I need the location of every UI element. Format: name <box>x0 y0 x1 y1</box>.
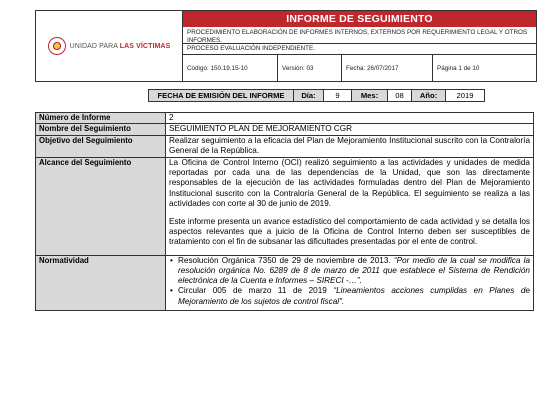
day-value: 9 <box>324 90 352 101</box>
normatividad-list <box>169 256 530 307</box>
alcance-label: Alcance del Seguimiento <box>36 157 166 255</box>
normatividad-value <box>166 255 534 310</box>
nombre-value: SEGUIMIENTO PLAN DE MEJORAMIENTO CGR <box>166 124 534 135</box>
numero-value: 2 <box>166 113 534 124</box>
header-info <box>183 11 536 81</box>
list-item <box>178 256 530 287</box>
table-row <box>36 135 534 157</box>
list-item <box>178 286 530 306</box>
page-cell: Página 1 de 10 <box>437 64 480 72</box>
objetivo-label: Objetivo del Seguimiento <box>36 135 166 157</box>
version-cell: Versión: 03 <box>278 55 342 81</box>
nombre-label: Nombre del Seguimiento <box>36 124 166 135</box>
code-cell: Código: 150.19.15-10 <box>183 55 278 81</box>
logo-text <box>70 43 171 50</box>
emission-label: FECHA DE EMISIÓN DEL INFORME <box>149 90 294 101</box>
normatividad-label: Normatividad <box>36 255 166 310</box>
year-value: 2019 <box>456 91 474 100</box>
month-value: 08 <box>388 90 412 101</box>
process-text: PROCESO EVALUACIÓN INDEPENDIENTE. <box>183 44 536 55</box>
table-row <box>36 157 534 255</box>
month-label: Mes: <box>352 90 388 101</box>
numero-label: Número de Informe <box>36 113 166 124</box>
table-row <box>36 124 534 135</box>
norm-1-text: Resolución Orgánica 7350 de 29 de noviembre de 2013. <box>178 255 394 265</box>
report-table <box>35 112 534 311</box>
coat-of-arms-icon <box>48 37 66 55</box>
norm-1-quote: “Por medio de la cual se modifica la resolución orgánica No. 6289 de 8 de marzo de 2011 que establece el Sistema de Rendición electrónica de la Cuenta e Informes – SIRECI -…”. <box>178 255 531 286</box>
report-title: INFORME DE SEGUIMIENTO <box>183 11 536 27</box>
objetivo-value: Realizar seguimiento a la eficacia del Plan de Mejoramiento Institucional suscrito con la Contraloría General de la República. <box>166 135 534 157</box>
logo-prefix: UNIDAD PARA <box>69 42 120 50</box>
emission-date-row <box>148 89 485 102</box>
alcance-paragraph-2: Este informe presenta un avance estadístico del comportamiento de cada actividad y se detalla los aspectos relevantes que a juicio de la Oficina de Control Interno deben ser susceptibles de tratamiento con el fin de subsanar las dificultades presentadas por el ente de control. <box>169 216 530 247</box>
logo-bold: LAS VÍCTIMAS <box>119 42 171 50</box>
norm-2-quote: “Lineamientos acciones cumplidas en Planes de Mejoramiento de los sujetos de control fiscal”. <box>178 286 530 306</box>
alcance-value <box>166 157 534 255</box>
date-cell: Fecha: 26/07/2017 <box>342 55 433 81</box>
procedure-text: PROCEDIMIENTO ELABORACIÓN DE INFORMES INTERNOS, EXTERNOS POR REQUERIMIENTO LEGAL Y OTROS INFORMES. <box>183 27 536 44</box>
year-label: Año: <box>412 90 446 101</box>
day-label: Día: <box>294 90 324 101</box>
report-header <box>35 10 537 82</box>
logo <box>36 11 183 81</box>
table-row <box>36 113 534 124</box>
document-codes <box>183 55 536 81</box>
alcance-paragraph-1: La Oficina de Control Interno (OCI) realizó seguimiento a las actividades y unidades de medida reportadas por cada una de las dependencias de la Unidad, que son las directamente responsables de la ejecución de las actividades formuladas dentro del Plan de Mejoramiento Institucional suscrito con la Contraloría General de la República. El seguimiento se realiza a las actividades con corte al 30 de junio de 2019. <box>169 157 530 209</box>
norm-2-text: Circular 005 de marzo 11 de 2019 <box>178 286 334 296</box>
table-row <box>36 255 534 310</box>
